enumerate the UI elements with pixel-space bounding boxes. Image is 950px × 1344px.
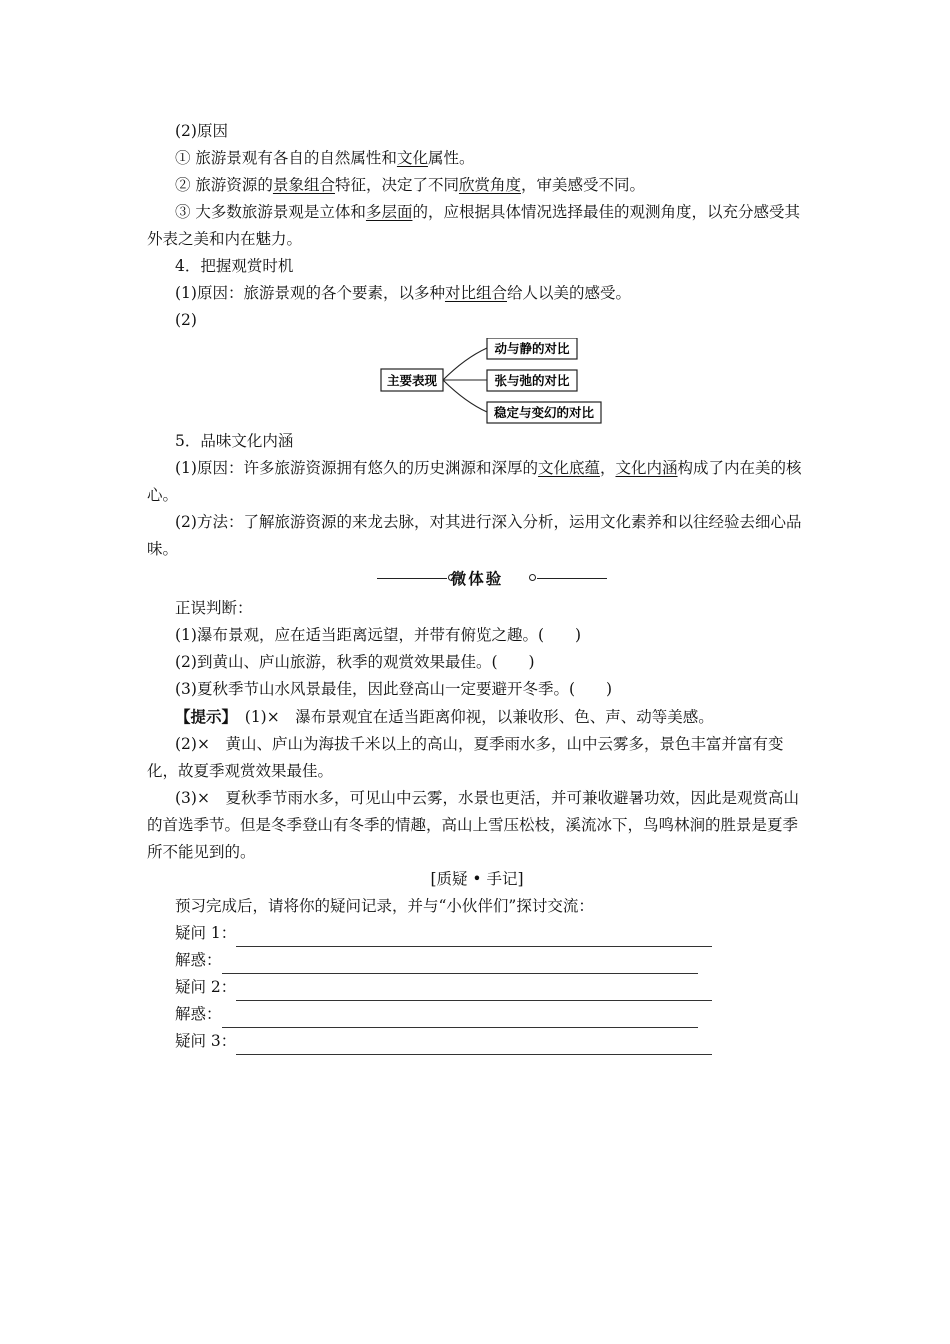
question-2-blank[interactable]	[236, 983, 712, 1001]
tree-diagram	[147, 338, 807, 426]
answer-1-row[interactable]	[147, 947, 807, 974]
reason-item-1: ① 旅游景观有各自的自然属性和文化属性。	[175, 149, 475, 167]
root-label: 主要表现	[386, 373, 438, 388]
hint-3: (3)× 夏秋季节雨水多，可见山中云雾，水景也更活，并可兼收避暑功效，因此是观赏高山的首选季节。但是冬季登山有冬季的情趣，高山上雪压松枝，溪流冰下，鸟鸣林涧的胜景是夏季所不能见到的。	[147, 789, 799, 861]
question-3-label: 疑问 3：	[175, 1032, 237, 1050]
branch-label-1: 动与静的对比	[494, 341, 570, 356]
question-2-row[interactable]	[147, 974, 807, 1001]
section-4-item-2: (2)	[175, 311, 197, 329]
reason-title: (2)原因	[175, 122, 228, 140]
section-4-reason: (1)原因：旅游景观的各个要素，以多种对比组合给人以美的感受。	[175, 284, 631, 302]
branch-line-1	[443, 348, 487, 380]
divider-line-right	[537, 578, 607, 579]
underlined-answer: 欣赏角度	[458, 176, 521, 194]
judge-question-3: (3)夏秋季节山水风景最佳，因此登高山一定要避开冬季。( )	[175, 680, 613, 698]
branch-line-3	[443, 380, 487, 412]
question-1-blank[interactable]	[236, 929, 712, 947]
question-1-row[interactable]	[147, 920, 807, 947]
section-5-method: (2)方法：了解旅游资源的来龙去脉，对其进行深入分析，运用文化素养和以往经验去细心品味。	[147, 513, 802, 558]
question-3-row[interactable]	[147, 1028, 807, 1055]
underlined-answer: 文化	[396, 149, 428, 167]
question-3-blank[interactable]	[236, 1037, 712, 1055]
hint-1: 【提示】 (1)× 瀑布景观宜在适当距离仰视，以兼收形、色、声、动等美感。	[175, 707, 714, 726]
answer-2-blank[interactable]	[222, 1010, 698, 1028]
judge-label: 正误判断：	[175, 599, 253, 617]
document-page	[147, 118, 807, 1055]
reason-item-2: ② 旅游资源的景象组合特征，决定了不同欣赏角度，审美感受不同。	[175, 176, 645, 194]
section-4-title: 4．把握观赏时机	[175, 257, 294, 275]
micro-experience-divider	[147, 565, 807, 593]
hint-2: (2)× 黄山、庐山为海拔千米以上的高山，夏季雨水多，山中云雾多，景色丰富并富有变化，故夏季观赏效果最佳。	[147, 735, 784, 780]
underlined-answer: 对比组合	[444, 284, 507, 302]
notes-intro: 预习完成后，请将你的疑问记录，并与“小伙伴们”探讨交流：	[175, 897, 594, 915]
micro-experience-title: 微体验	[450, 569, 504, 588]
section-5-title: 5．品味文化内涵	[175, 432, 294, 450]
reason-item-3: ③ 大多数旅游景观是立体和多层面的，应根据具体情况选择最佳的观测角度，以充分感受其外表之美和内在魅力。	[147, 203, 800, 248]
answer-2-label: 解惑：	[175, 1005, 222, 1023]
answer-1-blank[interactable]	[222, 956, 698, 974]
divider-dot-right	[529, 574, 536, 581]
judge-question-1: (1)瀑布景观，应在适当距离远望，并带有俯览之趣。( )	[175, 626, 582, 644]
question-2-label: 疑问 2：	[175, 978, 237, 996]
diagram-canvas	[147, 338, 807, 426]
judge-question-2: (2)到黄山、庐山旅游，秋季的观赏效果最佳。( )	[175, 653, 535, 671]
underlined-answer: 多层面	[365, 203, 413, 221]
section-5-reason: (1)原因：许多旅游资源拥有悠久的历史渊源和深厚的文化底蕴，文化内涵构成了内在美的核心。	[147, 459, 802, 504]
underlined-answer: 景象组合	[272, 176, 335, 194]
notes-title: [质疑 • 手记]	[430, 870, 524, 888]
hint-label: 【提示】	[175, 707, 230, 726]
branch-label-3: 稳定与变幻的对比	[493, 405, 595, 420]
answer-1-label: 解惑：	[175, 951, 222, 969]
underlined-answer: 文化底蕴	[537, 459, 600, 477]
branch-label-2: 张与弛的对比	[494, 373, 570, 388]
answer-2-row[interactable]	[147, 1001, 807, 1028]
underlined-answer: 文化内涵	[615, 459, 678, 477]
question-1-label: 疑问 1：	[175, 924, 237, 942]
